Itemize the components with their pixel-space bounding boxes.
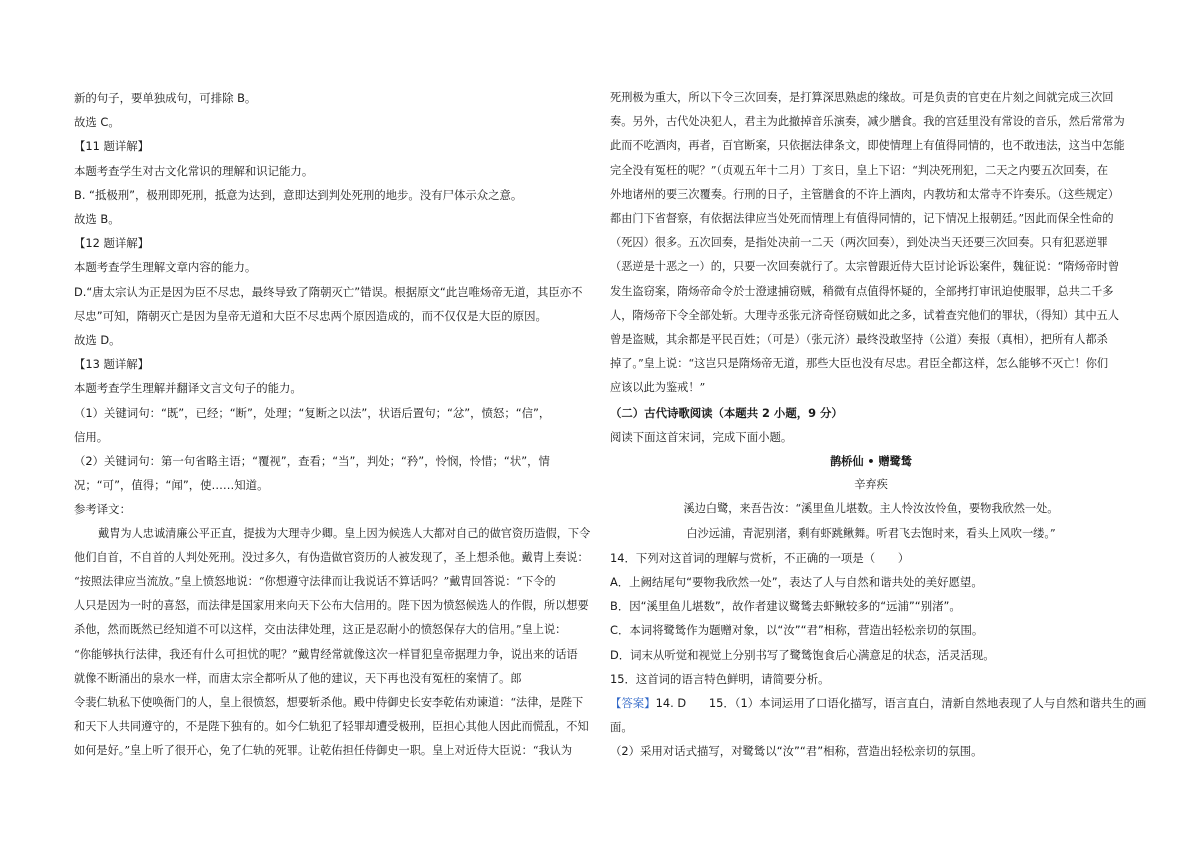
text-line [74, 594, 594, 618]
text-line [74, 376, 594, 400]
text-line [610, 280, 1132, 304]
line-text: 14．下列对这首词的理解与赏析，不正确的一项是（ ） [610, 550, 910, 565]
text-line [610, 207, 1132, 231]
text-line [74, 110, 594, 134]
line-text: 此而不吃酒肉，再者，百官断案，只依据法律条文，即使情理上有值得同情的，也不敢违法，这当中怎能 [610, 139, 1125, 153]
text-line [610, 667, 1132, 691]
text-line [610, 134, 1132, 158]
line-text: 人只是因为一时的喜怒，而法律是国家用来向天下公布大信用的。陛下因为愤怒候选人的作假，所以想要 [74, 599, 589, 613]
text-line [74, 183, 594, 207]
line-text: 【11 题详解】 [74, 139, 150, 154]
line-text: 溪边白鹭，来吾告汝：“溪里鱼儿堪数。主人怜汝汝怜鱼，要物我欣然一处。 [683, 502, 1059, 516]
text-line [74, 546, 594, 570]
text-line [610, 449, 1132, 473]
text-line [610, 352, 1132, 376]
text-line [74, 497, 594, 521]
line-text: 信用。 [74, 429, 109, 444]
line-text: 就像不断涌出的泉水一样，而唐太宗全都听从了他的建议，天下再也没有冤枉的案情了。郎 [74, 671, 522, 685]
line-text: 曾是盗贼，其余都是平民百姓；（可是）（张元济）最终没敢坚持（公道）奏报（真相），把所有人都杀 [610, 333, 1108, 347]
line-text: 尽忠”可知，隋朝灭亡是因为皇帝无道和大臣不尽忠两个原因造成的，而不仅仅是大臣的原因。 [74, 308, 547, 323]
line-text: 况；“可”，值得；“闻”，使……知道。 [74, 478, 269, 493]
text-line [610, 691, 1147, 715]
line-text: （2）采用对话式描写，对鹭鸶以“汝”“君”相称，营造出轻松亲切的氛围。 [610, 744, 983, 759]
line-text: 奏。另外，古代处决犯人，君主为此撤掉音乐演奏，减少膳食。我的宫廷里没有常设的音乐，然后常常为 [610, 115, 1125, 129]
line-text: A．上阙结尾句“要物我欣然一处”，表达了人与自然和谐共处的美好愿望。 [610, 575, 983, 590]
line-text: 故选 C。 [74, 115, 120, 130]
text-line [74, 86, 594, 110]
text-line [74, 304, 594, 328]
line-text: 本题考查学生理解文章内容的能力。 [74, 260, 257, 275]
line-text: “按照法律应当流放。”皇上愤怒地说：“你想遵守法律而让我说话不算话吗？”戴胄回答说：“下令的 [74, 575, 556, 589]
text-line [610, 304, 1132, 328]
text-line [74, 473, 594, 497]
line-text: 都由门下省督察，有依据法律应当处死而情理上有值得同情的，记下情况上报朝廷。”因此而保全性命的 [610, 212, 1114, 226]
text-line [610, 376, 1132, 400]
line-text: 他们自首，不自首的人判处死刑。没过多久，有伪造做官资历的人被发现了，圣上想杀他。戴胄上奏说： [74, 550, 589, 564]
line-text: 本题考查学生理解并翻译文言文句子的能力。 [74, 381, 302, 396]
line-text: 参考译文： [74, 502, 131, 517]
line-text: 故选 D。 [74, 333, 121, 348]
text-line [74, 255, 594, 279]
line-text: 白沙远浦，青泥别渚，剩有虾跳鳅舞。听君飞去饱时来，看头上风吹一缕。” [686, 526, 1056, 540]
text-line [610, 570, 1132, 594]
text-line [610, 497, 1132, 521]
line-text: 令裴仁轨私下使唤衙门的人，皇上很愤怒，想要斩杀他。殿中侍御史长安李乾佑劝谏道：“法律，是陛下 [74, 696, 584, 710]
line-text: 完全没有冤枉的呢？”（贞观五年十二月）丁亥日，皇上下诏：“判决死刑犯，二天之内要五次回奏，在 [610, 163, 1109, 177]
line-text: （二）古代诗歌阅读（本题共 2 小题，9 分） [610, 405, 843, 420]
line-text: B. “抵极刑”，极刑即死刑，抵意为达到，意即达到判处死刑的地步。没有尸体示众之意。 [74, 187, 523, 202]
text-line [610, 618, 1132, 642]
text-line [74, 280, 594, 304]
text-line [74, 134, 594, 158]
line-text: （2）关键词句：第一句省略主语；“覆视”，查看；“当”，判处；“矜”，怜悯，怜惜；“状”，情 [74, 454, 550, 469]
text-line [74, 643, 594, 667]
line-text: D．词末从听觉和视觉上分别书写了鹭鸶饱食后心满意足的状态，活灵活现。 [610, 647, 995, 662]
text-line [74, 618, 594, 642]
text-line [610, 401, 1132, 425]
text-line [610, 231, 1132, 255]
line-text: 14. D 15．（1）本词运用了口语化描写，语言直白，清新自然地表现了人与自然和谐共生的画 [655, 696, 1147, 711]
text-line [74, 691, 594, 715]
line-text: （死囚）很多。五次回奏，是指处决前一二天（两次回奏），到处决当天还要三次回奏。只有犯恶逆罪 [610, 236, 1108, 250]
text-line [610, 594, 1132, 618]
text-line [610, 522, 1132, 546]
line-text: 死刑极为重大，所以下令三次回奏，是打算深思熟虑的缘故。可是负责的官吏在片刻之间就完成三次回 [610, 91, 1114, 104]
text-line [610, 110, 1132, 134]
line-text: 应该以此为鉴戒！” [610, 381, 706, 395]
line-text: 故选 B。 [74, 212, 120, 227]
text-line [610, 546, 1132, 570]
line-text: 杀他，然而既然已经知道不可以这样，交由法律处理，这正是忍耐小的愤怒保存大的信用。”皇上说： [74, 623, 567, 637]
text-line [74, 739, 594, 763]
right-column [610, 86, 1147, 764]
text-line [74, 328, 594, 352]
text-line [74, 207, 594, 231]
line-text: 戴胄为人忠诚清廉公平正直，提拔为大理寺少卿。皇上因为候选人大都对自己的做官资历造假，下令 [98, 526, 591, 540]
text-line [74, 352, 594, 376]
line-text: 人，隋炀帝下令全部处斩。大理寺丞张元济奇怪窃贼如此之多，试着查究他们的罪状，（得知）其中五人 [610, 308, 1120, 322]
line-text: 【13 题详解】 [74, 357, 150, 372]
text-line [610, 473, 1132, 497]
line-text: 面。 [610, 720, 633, 735]
line-text: 阅读下面这首宋词，完成下面小题。 [610, 429, 793, 444]
text-line [74, 570, 594, 594]
text-line [74, 667, 594, 691]
line-text: 和天下人共同遵守的，不是陛下独有的。如今仁轨犯了轻罪却遭受极刑，臣担心其他人因此而慌乱，不知 [74, 720, 589, 734]
text-line [610, 425, 1132, 449]
line-text: （1）关键词句：“既”，已经；“断”，处理；“复断之以法”，状语后置句；“忿”，愤怒；“信”， [74, 405, 551, 420]
line-text: 掉了。”皇上说：“这岂只是隋炀帝无道，那些大臣也没有尽忠。君臣全都这样，怎么能够不灭亡！你们 [610, 357, 1109, 371]
left-column [74, 86, 594, 764]
text-line [610, 739, 1132, 763]
text-line [74, 159, 594, 183]
line-text: “你能够执行法律，我还有什么可担忧的呢？”戴胄经常就像这次一样冒犯皇帝据理力争，说出来的话语 [74, 647, 578, 661]
text-line [610, 159, 1132, 183]
line-text: 15．这首词的语言特色鲜明，请简要分析。 [610, 671, 830, 686]
line-text: 鹊桥仙 • 赠鹭鸶 [829, 454, 913, 469]
answer-tag: 【答案】 [610, 696, 656, 711]
line-text: 本题考查学生对古文化常识的理解和识记能力。 [74, 163, 314, 178]
text-line [610, 328, 1132, 352]
line-text: C．本词将鹭鸶作为题赠对象，以“汝”“君”相称，营造出轻松亲切的氛围。 [610, 623, 984, 638]
line-text: 【12 题详解】 [74, 236, 150, 251]
text-line [74, 449, 594, 473]
text-line [610, 643, 1132, 667]
line-text: 如何是好。”皇上听了很开心，免了仁轨的死罪。让乾佑担任侍御史一职。皇上对近侍大臣说：“我认为 [74, 744, 573, 758]
text-line [610, 183, 1132, 207]
line-text: B．因“溪里鱼儿堪数”，故作者建议鹭鸶去虾鳅较多的“远浦”“别渚”。 [610, 599, 961, 614]
text-line [610, 255, 1132, 279]
line-text: 外地诸州的要三次覆奏。行刑的日子，主管膳食的不许上酒肉，内教坊和太常寺不许奏乐。（这些规定） [610, 187, 1120, 201]
line-text: 辛弃疾 [854, 478, 888, 492]
text-line [74, 522, 594, 546]
text-line [74, 425, 594, 449]
line-text: （恶逆是十恶之一）的，只要一次回奏就行了。太宗曾跟近侍大臣讨论诉讼案件，魏征说：“隋炀帝时曾 [610, 260, 1120, 274]
text-line [74, 231, 594, 255]
line-text: 发生盗窃案，隋炀帝命令於士澄逮捕窃贼，稍微有点值得怀疑的，全部拷打审讯迫使服罪，总共二千多 [610, 284, 1114, 298]
text-line [74, 401, 594, 425]
text-line [74, 715, 594, 739]
text-line [610, 86, 1132, 110]
line-text: 新的句子，要单独成句，可排除 B。 [74, 91, 257, 105]
line-text: D.“唐太宗认为正是因为臣不尽忠，最终导致了隋朝灭亡”错误。根据原文“此岂唯炀帝无道，其臣亦不 [74, 284, 583, 299]
text-line [610, 715, 1132, 739]
